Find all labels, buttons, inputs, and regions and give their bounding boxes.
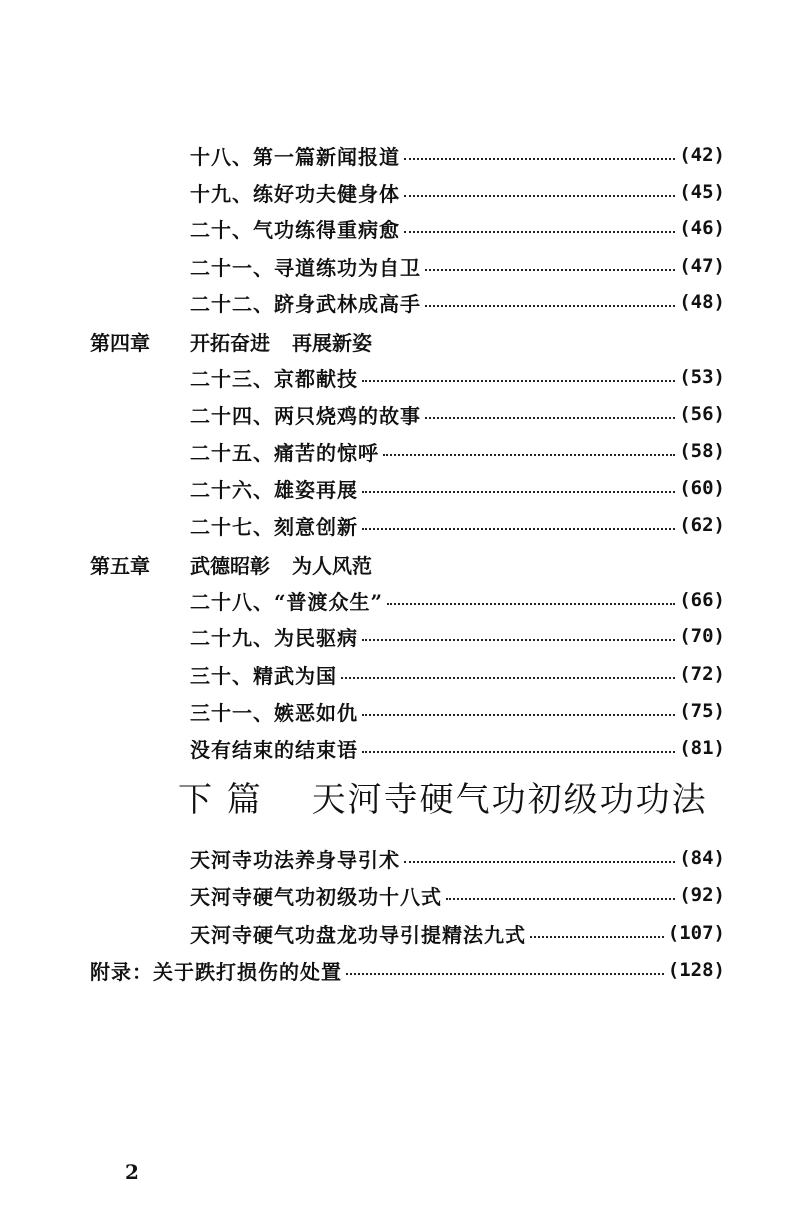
- dot-leader: [530, 934, 664, 938]
- toc-entry-title: 二十六、雄姿再展: [190, 477, 358, 502]
- toc-entry-page: (42): [679, 144, 725, 166]
- toc-entry[interactable]: [190, 657, 725, 691]
- toc-entry[interactable]: [190, 175, 725, 209]
- dot-leader: [387, 601, 675, 605]
- chapter-title-part: 为人风范: [292, 553, 372, 578]
- toc-entry-title: 十八、第一篇新闻报道: [190, 144, 400, 169]
- toc-entry-title: 天河寺功法养身导引术: [190, 847, 400, 872]
- toc-entry-title: 十九、练好功夫健身体: [190, 181, 400, 206]
- toc-entry-title: 二十八、“普渡众生”: [190, 589, 384, 614]
- toc-entry-title: 二十四、两只烧鸡的故事: [190, 403, 421, 428]
- toc-entry-page: (66): [679, 589, 725, 611]
- toc-entry-title: 三十、精武为国: [190, 663, 337, 688]
- toc-entry-page: (92): [679, 884, 725, 906]
- part-heading[interactable]: [178, 772, 708, 821]
- toc-entry[interactable]: [190, 694, 725, 728]
- toc-entry-title: 天河寺硬气功盘龙功导引提精法九式: [190, 922, 526, 947]
- dot-leader: [362, 712, 675, 716]
- toc-entry-title: 二十二、跻身武林成高手: [190, 291, 421, 316]
- toc-entry[interactable]: [190, 211, 725, 245]
- dot-leader: [362, 378, 675, 382]
- dot-leader: [362, 749, 675, 753]
- page-number: 2: [125, 1160, 139, 1184]
- toc-entry-title: 天河寺硬气功初级功十八式: [190, 884, 442, 909]
- toc-entry-page: (75): [679, 700, 725, 722]
- dot-leader: [341, 675, 675, 679]
- toc-entry[interactable]: [190, 916, 725, 950]
- part-title: 天河寺硬气功初级功功法: [311, 780, 708, 820]
- toc-entry-title: 附录：关于跌打损伤的处置: [90, 959, 342, 984]
- toc-entry[interactable]: [190, 285, 725, 319]
- toc-entry-appendix[interactable]: [90, 953, 725, 987]
- chapter-heading[interactable]: [90, 547, 372, 581]
- chapter-title-part: 武德昭彰: [190, 553, 270, 578]
- toc-entry-page: (53): [679, 366, 725, 388]
- toc-entry-title: 没有结束的结束语: [190, 737, 358, 762]
- toc-entry[interactable]: [190, 397, 725, 431]
- toc-entry-page: (70): [679, 625, 725, 647]
- toc-entry-title: 三十一、嫉恶如仇: [190, 700, 358, 725]
- chapter-number: 第五章: [90, 553, 150, 578]
- toc-entry-title: 二十九、为民驱病: [190, 625, 358, 650]
- dot-leader: [362, 526, 675, 530]
- dot-leader: [404, 193, 675, 197]
- toc-entry[interactable]: [190, 471, 725, 505]
- toc-entry[interactable]: [190, 249, 725, 283]
- toc-entry[interactable]: [190, 619, 725, 653]
- dot-leader: [404, 859, 675, 863]
- toc-entry[interactable]: [190, 583, 725, 617]
- dot-leader: [425, 267, 675, 271]
- toc-entry-page: (107): [667, 922, 725, 944]
- toc-entry[interactable]: [190, 434, 725, 468]
- toc-entry-page: (62): [679, 514, 725, 536]
- dot-leader: [346, 971, 664, 975]
- toc-entry[interactable]: [190, 841, 725, 875]
- toc-entry-title: 二十七、刻意创新: [190, 514, 358, 539]
- dot-leader: [425, 415, 675, 419]
- toc-entry-page: (45): [679, 181, 725, 203]
- toc-entry-page: (72): [679, 663, 725, 685]
- chapter-title-part: 开拓奋进: [190, 330, 270, 355]
- toc-entry-page: (128): [667, 959, 725, 981]
- toc-entry-page: (48): [679, 291, 725, 313]
- toc-entry-title: 二十、气功练得重病愈: [190, 217, 400, 242]
- toc-entry-page: (81): [679, 737, 725, 759]
- dot-leader: [446, 896, 675, 900]
- toc-entry[interactable]: [190, 360, 725, 394]
- chapter-heading[interactable]: [90, 324, 372, 358]
- toc-entry-title: 二十三、京都献技: [190, 366, 358, 391]
- toc-entry-page: (84): [679, 847, 725, 869]
- toc-entry[interactable]: [190, 138, 725, 172]
- dot-leader: [404, 229, 675, 233]
- toc-entry-title: 二十五、痛苦的惊呼: [190, 440, 379, 465]
- toc-entry-page: (46): [679, 217, 725, 239]
- dot-leader: [404, 156, 675, 160]
- dot-leader: [362, 489, 675, 493]
- toc-entry-page: (56): [679, 403, 725, 425]
- part-label: 下 篇: [178, 780, 263, 820]
- dot-leader: [383, 452, 675, 456]
- toc-entry[interactable]: [190, 731, 725, 765]
- toc-entry[interactable]: [190, 508, 725, 542]
- toc-entry-page: (60): [679, 477, 725, 499]
- toc-entry-title: 二十一、寻道练功为自卫: [190, 255, 421, 280]
- toc-entry-page: (47): [679, 255, 725, 277]
- chapter-title-part: 再展新姿: [292, 330, 372, 355]
- toc-entry[interactable]: [190, 878, 725, 912]
- chapter-number: 第四章: [90, 330, 150, 355]
- dot-leader: [362, 637, 675, 641]
- toc-entry-page: (58): [679, 440, 725, 462]
- dot-leader: [425, 303, 675, 307]
